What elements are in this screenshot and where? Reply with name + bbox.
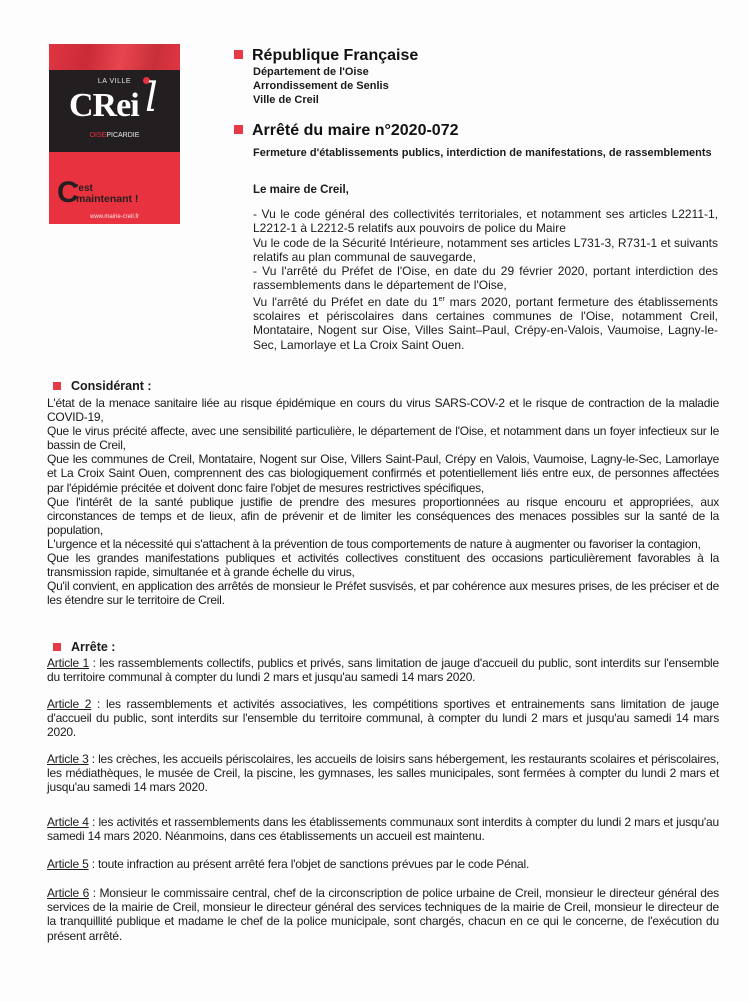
article-text: : les rassemblements et activités associatives, les compétitions sportives et entrainements sans limitation de jauge d'accueil du public, sont interdits sur l'ensemble du territoire communal, à compter du lundi 2 mars et jusqu'au samedi 14 mars 2020. [47, 697, 719, 740]
ville: Ville de Creil [253, 94, 319, 106]
article-5 [47, 857, 719, 871]
vu-item: - Vu l'arrêté du Préfet de l'Oise, en date du 29 février 2020, portant interdiction des rassemblements dans le département de l'Oise, [253, 264, 718, 293]
article-text: : Monsieur le commissaire central, chef de la circonscription de police urbaine de Creil, monsieur le directeur général des services de la mairie de Creil, monsieur le directeur général des services techniques de la mairie de Creil, monsieur le directeur de la tranquillité publique et madame le chef de la police municipale, sont chargés, chacun en ce qui le concerne, de l'exécution du présent arrêté. [47, 886, 719, 943]
creil-logo [49, 44, 180, 224]
logo-url: www.mairie-creil.fr [89, 214, 139, 220]
article-text: : toute infraction au présent arrêté fera l'objet de sanctions prévues par le code Pénal. [88, 857, 530, 871]
logo-slogan [57, 176, 180, 212]
logo-creil-wordmark: CRei [69, 87, 139, 124]
red-square-bullet-icon [234, 50, 243, 59]
article-6 [47, 886, 719, 943]
arrete-section-title: Arrête : [71, 640, 116, 654]
departement: Département de l'Oise [253, 66, 369, 78]
logo-top-band [49, 44, 180, 70]
article-4 [47, 815, 719, 843]
considerant-item: Que les grandes manifestations publiques et activités collectives constituent des occasions particulièrement favorables à la transmission rapide, simultanée et à grande échelle du virus, [47, 551, 719, 580]
logo-creil-tail: l [145, 75, 158, 121]
article-label: Article 5 [47, 857, 89, 871]
arrete-subtitle: Fermeture d'établissements publics, interdiction de manifestations, de rassemblements [253, 147, 712, 159]
article-label: Article 3 [47, 752, 89, 766]
article-label: Article 4 [47, 815, 89, 829]
considerant-item: Que l'intérêt de la santé publique justifie de prendre des mesures proportionnées au risque encouru et appropriées, aux circonstances de temps et de lieux, afin de prévenir et de limiter les conséquences des menaces possibles sur la santé de la population, [47, 494, 719, 537]
considerant-heading [53, 379, 152, 393]
republique-title: République Française [252, 47, 419, 64]
red-square-bullet-icon [53, 643, 61, 651]
logo-slogan-maintenant: maintenant ! [76, 193, 139, 205]
considerant-item: L'état de la menace sanitaire liée au risque épidémique en cours du virus SARS-COV-2 et le risque de contraction de la maladie COVID-19, [47, 396, 719, 425]
considerant-item: Que le virus précité affecte, avec une sensibilité particulière, le département de l'Oise, et notamment dans un foyer infectieux sur le bassin de Creil, [47, 424, 719, 453]
considerant-item: Que les communes de Creil, Montataire, Nogent sur Oise, Villers Saint-Paul, Crépy en Valois, Vaumoise, Lagny-le-Sec, Lamorlaye et La Croix Saint Ouen, comprennent des cas biologiquement confirmés et potentiellement liés entre eux, de personnes affectées par l'épidémie précitée et doivent donc faire l'objet de mesures restrictives spécifiques, [47, 452, 719, 495]
logo-slogan-c: C [57, 176, 79, 209]
vu-block [253, 207, 718, 352]
arrondissement: Arrondissement de Senlis [253, 80, 389, 92]
ordinal-superscript: er [438, 295, 445, 303]
considerant-item: L'urgence et la nécessité qui s'attachent à la prévention de tous comportements de nature à augmenter ou favoriser la contagion, [47, 536, 701, 551]
article-label: Article 6 [47, 886, 90, 900]
red-square-bullet-icon [234, 125, 243, 134]
logo-dark-band [49, 70, 180, 152]
article-3 [47, 752, 719, 795]
arrete-section-heading [53, 640, 115, 654]
article-2 [47, 697, 719, 740]
article-text: : les crèches, les accueils périscolaires, les accueils de loisirs sans hébergement, les restaurants scolaires et périscolaires, les médiathèques, le musée de Creil, la piscine, les gymnases, les salles municipales, sont fermées à compter du lundi 2 mars et jusqu'au samedi 14 mars 2020. [47, 752, 719, 795]
le-maire-heading: Le maire de Creil, [253, 184, 349, 196]
article-label: Article 1 [47, 656, 90, 670]
article-1 [47, 656, 719, 684]
logo-region-oise: OISE [89, 132, 107, 139]
vu-item: Vu le code de la Sécurité Intérieure, notamment ses articles L731-3, R731-1 et suivants relatifs au plan communal de sauvegarde, [253, 235, 718, 264]
arrete-title: Arrêté du maire n°2020-072 [252, 122, 459, 139]
logo-slogan-est: 'est [76, 183, 93, 194]
considerant-block [47, 396, 719, 607]
vu-item-rest: mars 2020, portant fermeture des établissements scolaires et périscolaires dans certaines communes de l'Oise, notamment Creil, Montataire, Nogent sur Oise, Villes Saint–Paul, Crépy-en-Valois, Vaumoise, Lagny-le-Sec, Lamorlaye et La Croix Saint Ouen. [253, 294, 718, 352]
red-square-bullet-icon [53, 382, 61, 390]
logo-region [49, 132, 180, 139]
article-text: : les rassemblements collectifs, publics et privés, sans limitation de jauge d'accueil du public, sont interdits sur l'ensemble du territoire communal à compter du lundi 2 mars et jusqu'au samedi 14 mars 2020. [47, 656, 719, 685]
vu-item: - Vu le code général des collectivités territoriales, et notamment ses articles L2211-1, L2212-1 à L2212-5 relatifs aux pouvoirs de police du Maire [253, 207, 718, 236]
logo-region-picardie: PICARDIE [106, 132, 140, 139]
considerant-title: Considérant : [71, 379, 152, 393]
article-label: Article 2 [47, 697, 92, 711]
article-text: : les activités et rassemblements dans les établissements communaux sont interdits à compter du lundi 2 mars et jusqu'au samedi 14 mars 2020. Néanmoins, dans ces établissements un accueil est maintenu. [47, 815, 719, 844]
republique-heading [234, 47, 418, 65]
vu-item-prefix: Vu l'arrêté du Préfet en date du 1 [253, 294, 439, 309]
considerant-item: Qu'il convient, en application des arrêtés de monsieur le Préfet susvisés, et par cohérence aux mesures prises, de les préciser et de les étendre sur le territoire de Creil. [47, 579, 719, 608]
arrete-heading [234, 122, 459, 140]
logo-la-ville: LA VILLE [97, 78, 132, 85]
vu-item [253, 293, 718, 352]
